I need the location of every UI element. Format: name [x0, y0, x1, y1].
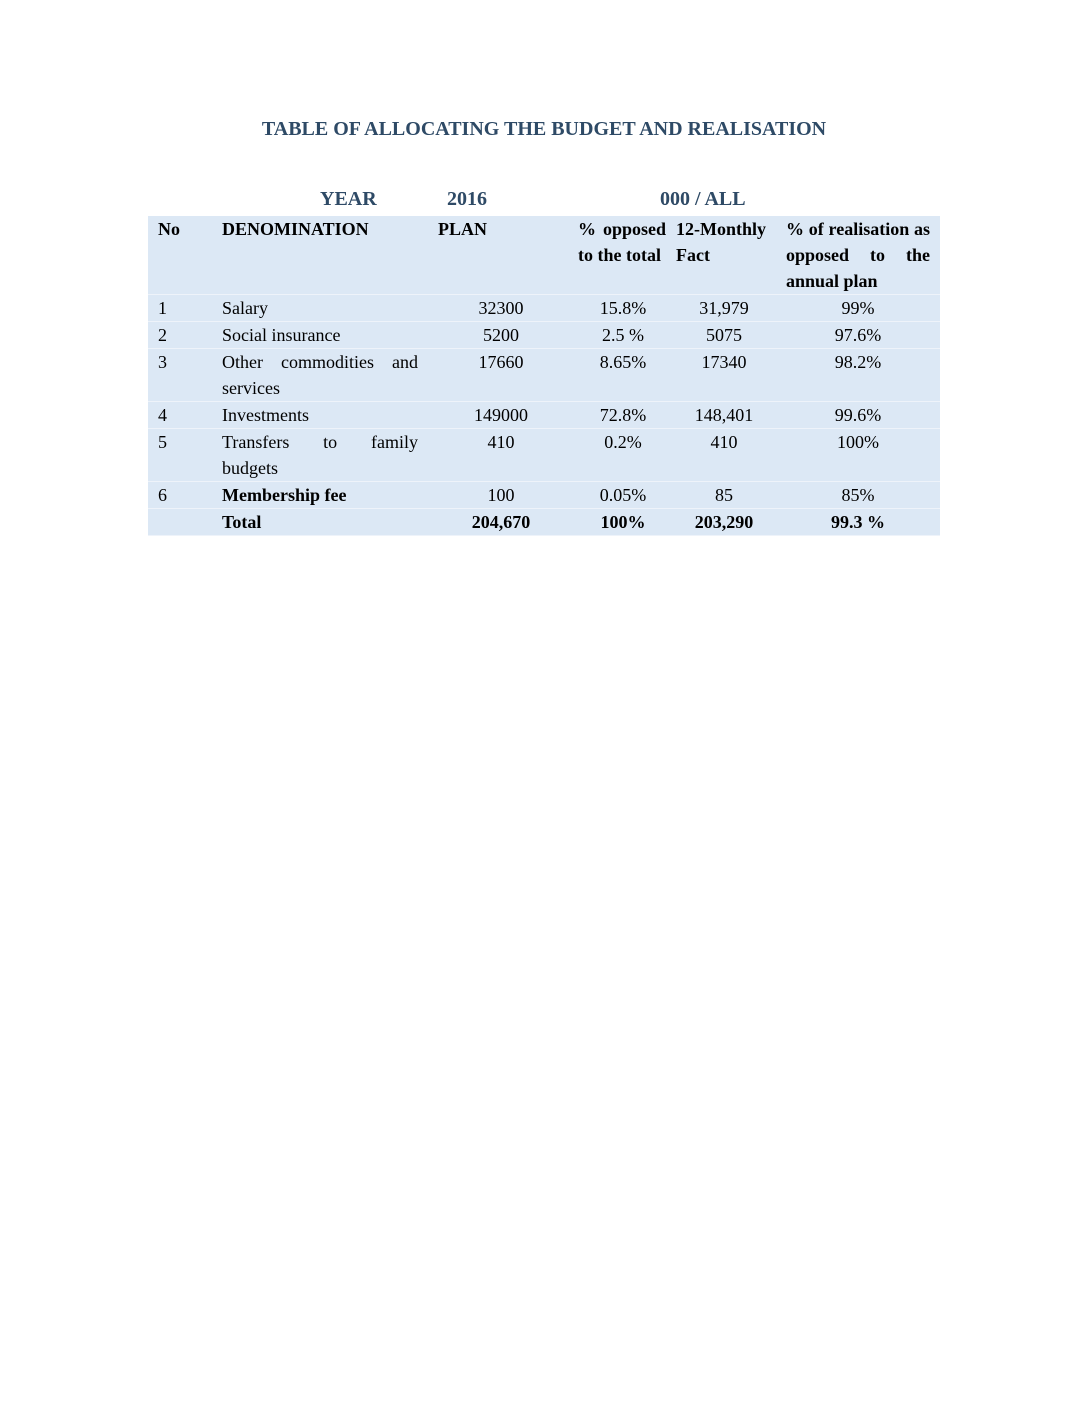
budget-table — [148, 216, 940, 536]
row-fact: 5075 — [672, 322, 776, 349]
table-total-row — [148, 509, 940, 536]
row-pct-total: 2.5 % — [574, 322, 672, 349]
row-no: 3 — [148, 349, 212, 402]
row-pct-realisation: 97.6% — [776, 322, 940, 349]
row-pct-realisation: 85% — [776, 482, 940, 509]
table-header-row — [148, 216, 940, 295]
table-row — [148, 402, 940, 429]
total-label: Total — [212, 509, 428, 536]
table-row — [148, 349, 940, 402]
row-fact: 85 — [672, 482, 776, 509]
row-denomination: Other commodities and services — [212, 349, 428, 402]
table-row — [148, 482, 940, 509]
row-no: 1 — [148, 295, 212, 322]
row-pct-total: 72.8% — [574, 402, 672, 429]
row-pct-total: 0.2% — [574, 429, 672, 482]
year-value: 2016 — [447, 188, 487, 210]
row-fact: 31,979 — [672, 295, 776, 322]
row-no: 5 — [148, 429, 212, 482]
document-title: TABLE OF ALLOCATING THE BUDGET AND REALISATION — [261, 118, 827, 140]
row-no: 6 — [148, 482, 212, 509]
row-plan: 410 — [428, 429, 574, 482]
row-fact: 17340 — [672, 349, 776, 402]
row-no: 2 — [148, 322, 212, 349]
header-no: No — [148, 216, 212, 295]
row-denomination: Salary — [212, 295, 428, 322]
budget-table-wrapper — [148, 216, 940, 536]
header-fact: 12-Monthly Fact — [672, 216, 776, 295]
row-pct-total: 15.8% — [574, 295, 672, 322]
row-denomination: Transfers to family budgets — [212, 429, 428, 482]
row-denomination: Investments — [212, 402, 428, 429]
header-pct-realisation: % of realisation as opposed to the annual plan — [776, 216, 940, 295]
row-no: 4 — [148, 402, 212, 429]
total-fact: 203,290 — [672, 509, 776, 536]
table-row — [148, 322, 940, 349]
year-label: YEAR — [320, 188, 377, 210]
row-denomination: Membership fee — [212, 482, 428, 509]
total-pct-realisation: 99.3 % — [776, 509, 940, 536]
row-pct-total: 8.65% — [574, 349, 672, 402]
unit-label: 000 / ALL — [660, 188, 746, 210]
row-plan: 5200 — [428, 322, 574, 349]
table-row — [148, 295, 940, 322]
row-denomination: Social insurance — [212, 322, 428, 349]
row-plan: 17660 — [428, 349, 574, 402]
row-plan: 32300 — [428, 295, 574, 322]
row-pct-realisation: 99% — [776, 295, 940, 322]
row-plan: 149000 — [428, 402, 574, 429]
row-plan: 100 — [428, 482, 574, 509]
row-pct-realisation: 98.2% — [776, 349, 940, 402]
total-plan: 204,670 — [428, 509, 574, 536]
header-denomination: DENOMINATION — [212, 216, 428, 295]
row-fact: 148,401 — [672, 402, 776, 429]
table-row — [148, 429, 940, 482]
total-pct-total: 100% — [574, 509, 672, 536]
total-no — [148, 509, 212, 536]
row-pct-total: 0.05% — [574, 482, 672, 509]
row-pct-realisation: 99.6% — [776, 402, 940, 429]
header-plan: PLAN — [428, 216, 574, 295]
row-fact: 410 — [672, 429, 776, 482]
header-pct-total: % opposed to the total — [574, 216, 672, 295]
row-pct-realisation: 100% — [776, 429, 940, 482]
